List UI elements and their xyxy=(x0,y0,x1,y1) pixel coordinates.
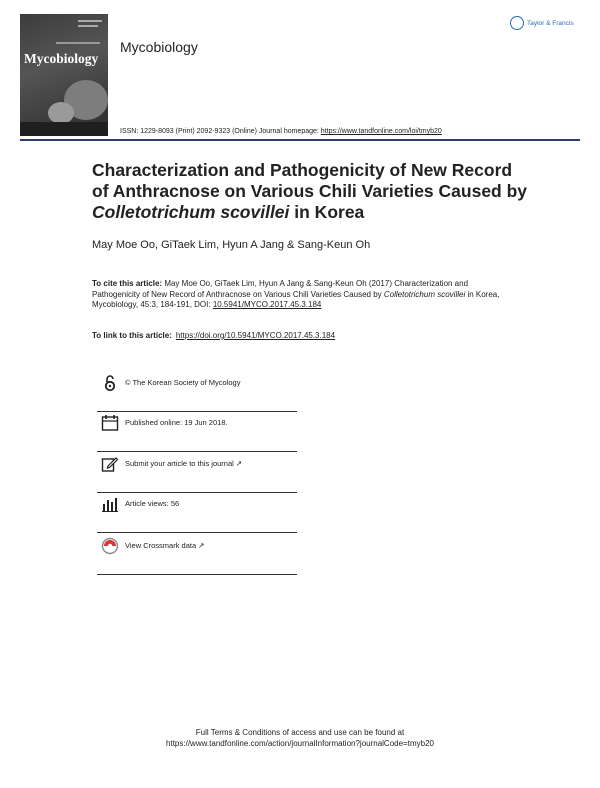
open-access-icon xyxy=(101,374,119,392)
published-label: Published online: 19 Jun 2018. xyxy=(125,418,228,427)
publisher-logo-text: Taylor & Francis xyxy=(527,19,574,27)
views-row xyxy=(97,495,297,533)
calendar-icon xyxy=(101,414,119,432)
bar-chart-icon xyxy=(101,495,119,513)
footer-line-1: Full Terms & Conditions of access and use can be found at xyxy=(195,728,405,737)
journal-cover-image xyxy=(20,14,108,136)
citation-block: To cite this article: May Moe Oo, GiTaek Lim, Hyun A Jang & Sang-Keun Oh (2017) Characterization and Pathogenicity of New Record of Anthracnose on Various Chili Varieties Caused by Colletotrichum scovillei in Korea, Mycobiology, 45:3, 184-191, DOI: 10.5941/MYCO.2017.45.3.184 xyxy=(92,279,500,309)
copyright-row xyxy=(97,374,297,412)
copyright-label: © The Korean Society of Mycology xyxy=(125,378,241,387)
article-authors: May Moe Oo, GiTaek Lim, Hyun A Jang & Sang-Keun Oh xyxy=(92,239,371,251)
views-label: Article views: 56 xyxy=(125,499,180,508)
footer xyxy=(0,727,600,749)
submit-link[interactable]: Submit your article to this journal ↗ xyxy=(125,459,243,468)
external-link-icon: ↗ xyxy=(235,459,243,468)
article-doi-url[interactable]: https://doi.org/10.5941/MYCO.2017.45.3.184 xyxy=(175,331,336,340)
publisher-logo-icon xyxy=(510,16,524,30)
crossmark-link[interactable]: View Crossmark data ↗ xyxy=(125,541,205,550)
published-row xyxy=(97,414,297,452)
journal-homepage-link[interactable]: https://www.tandfonline.com/loi/tmyb20 xyxy=(320,128,442,135)
external-link-icon: ↗ xyxy=(198,541,205,550)
species-name: Colletotrichum scovillei xyxy=(92,202,290,222)
edit-icon xyxy=(101,455,119,473)
crossmark-icon xyxy=(101,537,119,555)
footer-terms-link[interactable]: https://www.tandfonline.com/action/journalInformation?journalCode=tmyb20 xyxy=(166,739,434,748)
submit-row[interactable] xyxy=(97,455,297,493)
doi-link[interactable]: 10.5941/MYCO.2017.45.3.184 xyxy=(212,300,322,309)
issn-text: ISSN: 1229-8093 (Print) 2092-9323 (Online) Journal homepage: xyxy=(120,128,319,135)
citation-label: To cite this article: xyxy=(92,279,163,288)
publisher-logo xyxy=(510,16,574,30)
issn-line xyxy=(120,128,442,135)
journal-name: Mycobiology xyxy=(120,39,198,55)
header-divider xyxy=(20,139,580,141)
cover-title: Mycobiology xyxy=(24,51,99,66)
article-title: Characterization and Pathogenicity of New Record of Anthracnose on Various Chili Varieties Caused by Colletotrichum scovillei in Korea xyxy=(92,160,528,222)
article-link-line xyxy=(92,331,335,340)
link-label: To link to this article: xyxy=(92,331,172,340)
crossmark-row[interactable] xyxy=(97,537,297,575)
